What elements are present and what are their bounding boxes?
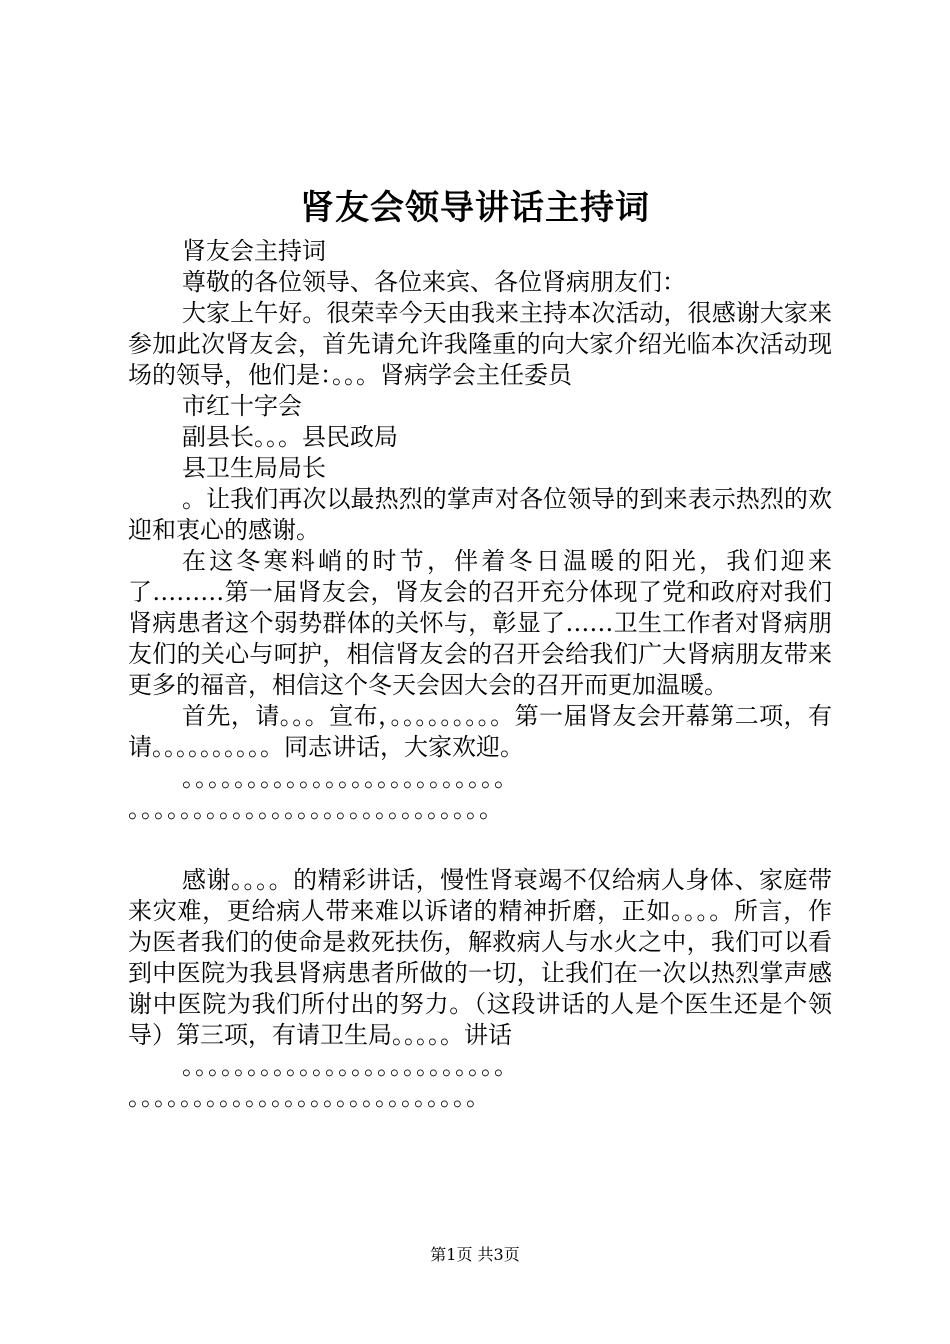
paragraph: 市红十字会 [182, 392, 302, 420]
spacer [128, 825, 832, 865]
paragraph: 感谢。。。。的精彩讲话，慢性肾衰竭不仅给病人身体、家庭带来灾难，更给病人带来难以诉诸的精神折磨，正如。。。。所言，作为医者我们的使命是救死扶伤，解救病人与水火之中，我们可以看到中医院为我县肾病患者所做的一切，让我们在一次以热烈掌声感谢中医院为我们所付出的努力。（这段讲话的人是个医生还是个领导）第三项，有请卫生局。。。。。讲话 [128, 866, 832, 1049]
paragraph: 副县长。。。县民政局 [182, 423, 398, 451]
paragraph: 在这冬寒料峭的时节，伴着冬日温暖的阳光，我们迎来了………第一届肾友会，肾友会的召开充分体现了党和政府对我们肾病患者这个弱势群体的关怀与，彰显了……卫生工作者对肾病朋友们的关心与呵护，相信肾友会的召开会给我们广大肾病朋友带来更多的福音，相信这个冬天会因大会的召开而更加温暖。 [128, 547, 832, 699]
paragraph: 县卫生局局长 [182, 454, 326, 482]
dots-line: 。。。。。。。。。。。。。。。。。。。。。。。。。。。 [128, 1083, 491, 1111]
paragraph: 肾友会主持词 [182, 237, 326, 265]
paragraph: 。让我们再次以最热烈的掌声对各位领导的到来表示热烈的欢迎和衷心的感谢。 [128, 485, 832, 544]
document-body [128, 236, 832, 1113]
paragraph: 尊敬的各位领导、各位来宾、各位肾病朋友们： [182, 268, 686, 296]
page-title: 肾友会领导讲话主持词 [300, 188, 650, 228]
dots-line: 。。。。。。。。。。。。。。。。。。。。。。。。。 [182, 764, 519, 792]
paragraph: 大家上午好。很荣幸今天由我来主持本次活动，很感谢大家来参加此次肾友会，首先请允许我隆重的向大家介绍光临本次活动现场的领导，他们是：。。。肾病学会主任委员 [128, 299, 832, 389]
paragraph: 首先，请。。。宣布，。。。。。。。。。第一届肾友会开幕第二项，有请。。。。。。。。。。同志讲话，大家欢迎。 [128, 702, 832, 761]
dots-line: 。。。。。。。。。。。。。。。。。。。。。。。。。 [182, 1052, 519, 1080]
page-footer: 第1页 共3页 [430, 1245, 520, 1264]
dots-line: 。。。。。。。。。。。。。。。。。。。。。。。。。。。。 [128, 795, 504, 823]
